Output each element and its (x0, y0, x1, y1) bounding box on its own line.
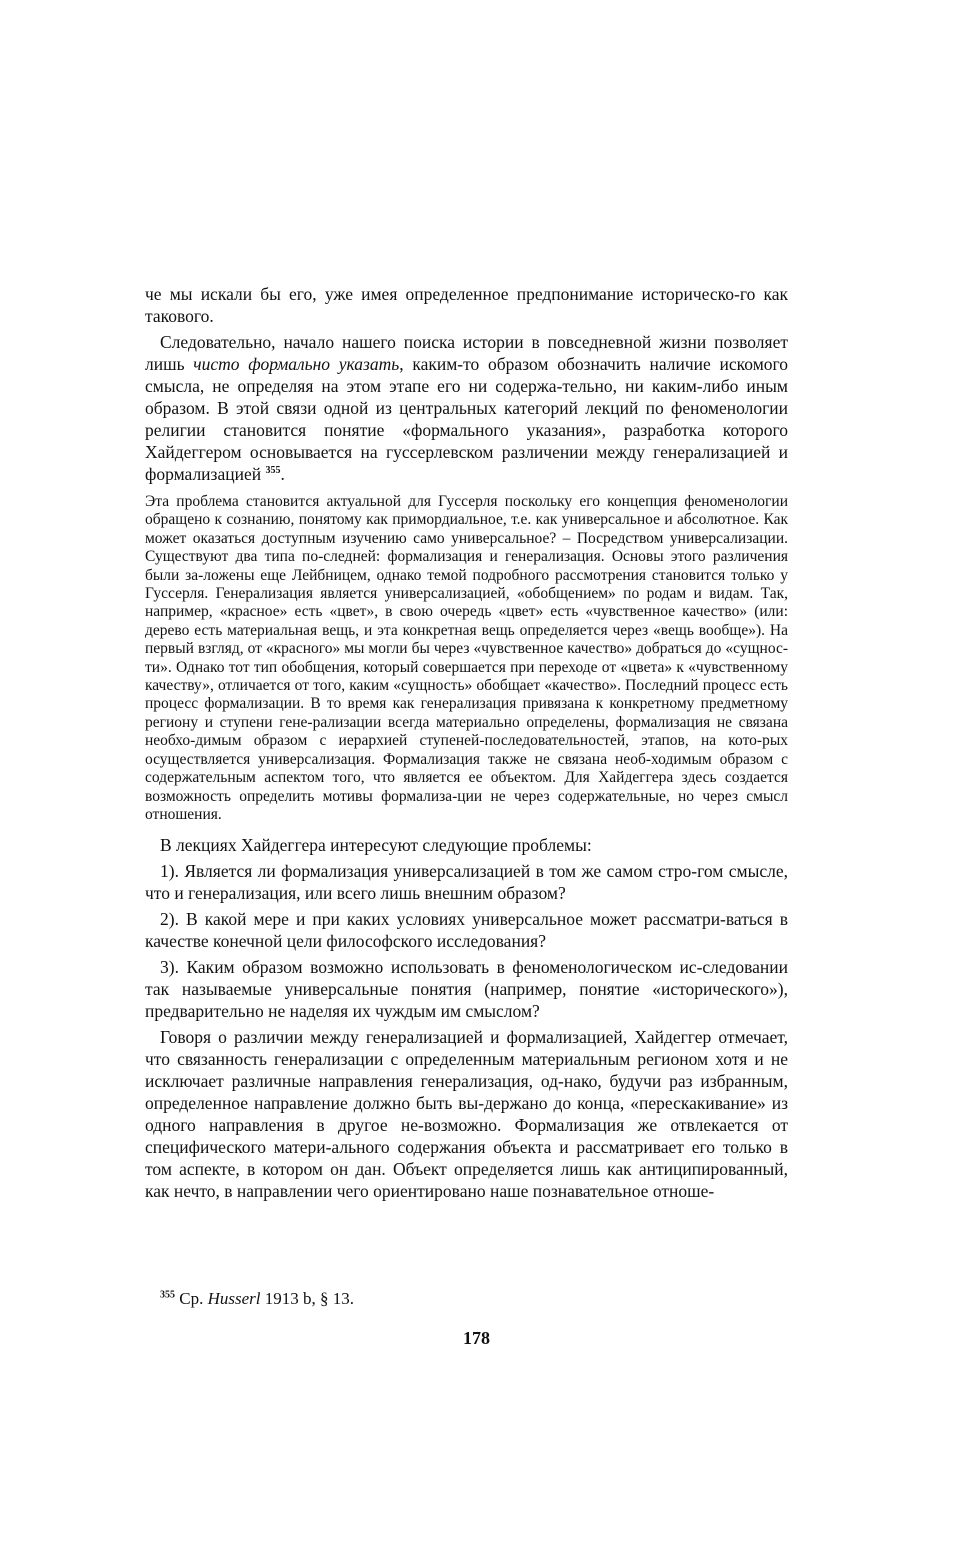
emphasis-text: чисто формально указать (193, 354, 400, 374)
footnote-rest: 1913 b, § 13. (260, 1289, 354, 1308)
paragraph-generalization: Говоря о различии между генерализацией и формализацией, Хайдеггер отмечает, что связанность генерализации с определенным материальным регионом хотя и не исключает различные направления генерализация, од-нако, будучи раз избранным, определенное направление должно быть вы-держано до конца, «перескакивание» из одного направления в другое не-возможно. Формализация же отвлекается от специфического матери-ального содержания объекта и рассматривает его только в том аспекте, в котором он дан. Объект определяется лишь как антиципированный, как нечто, в направлении чего ориентировано наше познавательное отноше- (145, 1027, 788, 1202)
paragraph-text: , каким-то образом обозначить наличие искомого смысла, не определяя на этом этапе его ни содержа-тельно, ни каким-либо иным образом. В этой связи одной из центральных категорий лекций по феноменологии религии становится понятие «формального указания», разработка которого Хайдеггером основывается на гуссерлевском различении между генерализацией и формализацией (145, 354, 789, 484)
page-number: 178 (463, 1328, 490, 1348)
page-body (145, 283, 788, 1206)
paragraph-text: Следовательно, начало нашего поиска истории в повседневной жизни позволяет лишь (145, 332, 788, 374)
footnote-prefix: Ср. (179, 1289, 208, 1308)
footnote (160, 1289, 660, 1309)
footnote-number: 355 (160, 1289, 175, 1301)
paragraph-formal-indication (145, 331, 788, 485)
list-item-problem-3: 3). Каким образом возможно использовать в феноменологическом ис-следовании так называемые универсальные понятия (например, понятие «исторического»), предварительно не наделяя их чуждым им смыслом? (145, 957, 788, 1022)
footnote-reference[interactable]: 355 (265, 465, 281, 477)
list-item-problem-1: 1). Является ли формализация универсализацией в том же самом стро-гом смысле, что и генерализация, или всего лишь внешним образом? (145, 861, 788, 904)
paragraph-text: . (280, 464, 285, 484)
footnote-author: Husserl (207, 1289, 261, 1308)
paragraph-continuation: че мы искали бы его, уже имея определенное предпонимание историческо-го как такового. (145, 284, 788, 326)
paragraph-problems-intro: В лекциях Хайдеггера интересуют следующие проблемы: (160, 835, 592, 856)
block-quote: Эта проблема становится актуальной для Гуссерля поскольку его концепция феноменологии обращено к сознанию, понятому как примордиальное, т.е. как универсальное и абсолютное. Как может оказаться доступным изучению само универсальное? – Посредством универсализации. Существуют два типа по-следней: формализация и генерализация. Основы этого различения были за-ложены еще Лейбницем, однако темой подробного рассмотрения становится только у Гуссерля. Генерализация является универсализацией, «обобщением» по родам и видам. Так, например, «красное» есть «цвет», в свою очередь «цвет» есть «чувственное качество» (или: дерево есть материальная вещь, и эта конкретная вещь определяется через «вещь вообще»). На первый взгляд, от «красного» мы могли бы через «чувственное качество» добраться до «сущнос-ти». Однако тот тип обобщения, который совершается при переходе от «цвета» к «чувственному качеству», отличается от того, каким «сущность» обобщает «качество». Последний процесс есть процесс формализации. В то время как генерализация привязана к конкретному предметному региону и ступени гене-рализации всегда материально определены, формализация не связана необхо-димым образом с иерархией ступеней-последовательностей, этапов, на кото-рых осуществляется универсализация. Формализация также не связана необ-ходимым образом с содержательным аспектом того, что является ее объектом. Для Хайдеггера здесь создается возможность определить мотивы формализа-ции не через содержательные, но через смысл отношения. (145, 493, 788, 823)
list-item-problem-2: 2). В какой мере и при каких условиях универсальное может рассматри-ваться в качестве конечной цели философского исследования? (145, 909, 788, 952)
